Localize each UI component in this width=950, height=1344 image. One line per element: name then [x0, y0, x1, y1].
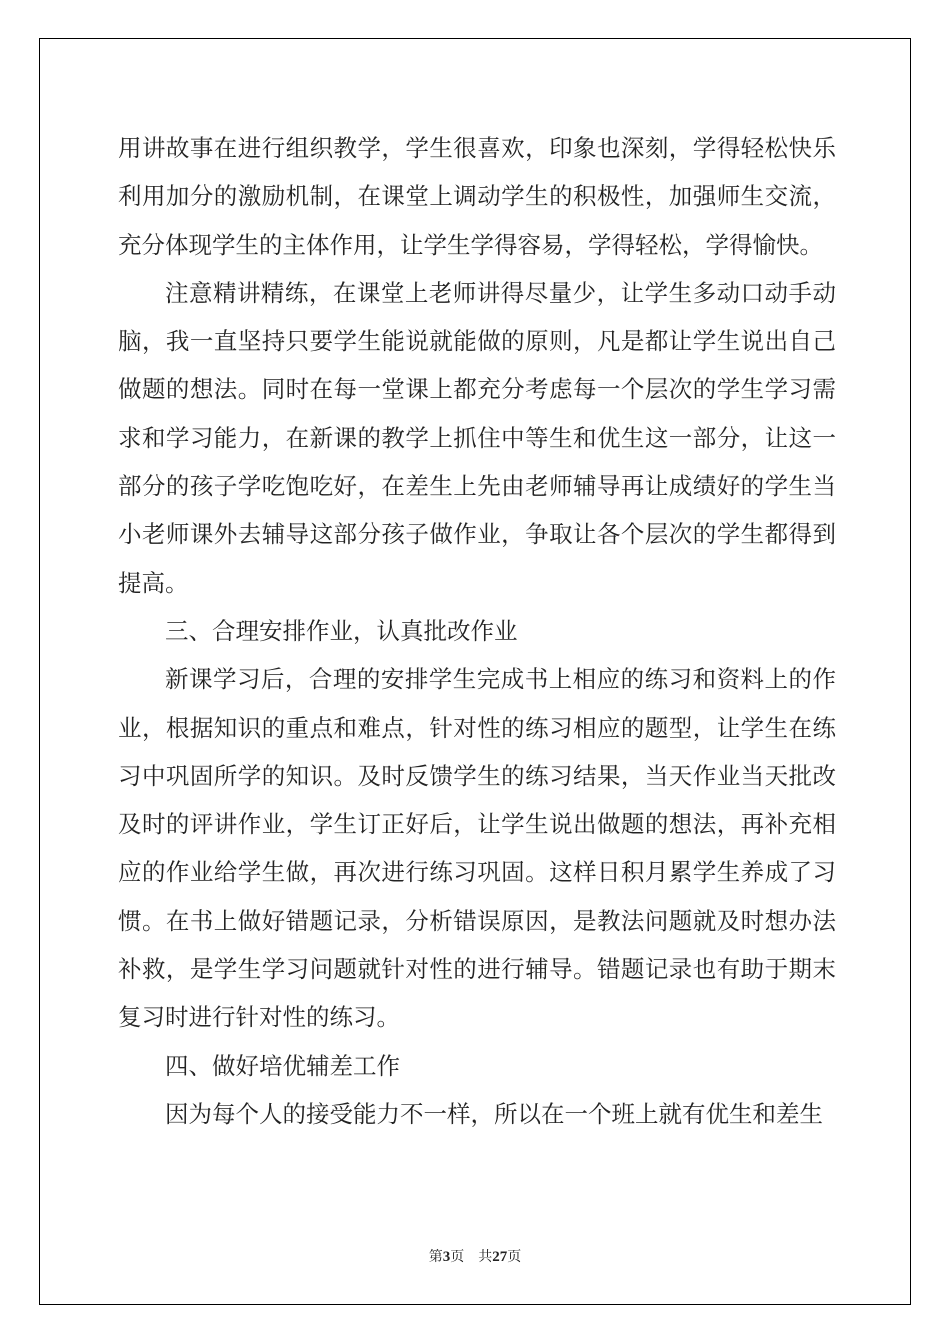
total-page-count: 27 [492, 1249, 508, 1265]
paragraph-1: 用讲故事在进行组织教学，学生很喜欢，印象也深刻，学得轻松快乐利用加分的激励机制，在课堂上调动学生的积极性，加强师生交流，充分体现学生的主体作用，让学生学得容易，学得轻松，学得愉快。 [118, 134, 836, 259]
document-body [118, 124, 836, 1138]
section-heading-3: 三、合理安排作业，认真批改作业 [165, 616, 518, 645]
section-heading-4: 四、做好培优辅差工作 [165, 1051, 400, 1080]
paragraph-6: 因为每个人的接受能力不一样，所以在一个班上就有优生和差生 [165, 1099, 823, 1128]
page-footer [0, 1246, 950, 1266]
current-page-number: 3 [442, 1249, 451, 1265]
footer-prefix: 第 [428, 1249, 443, 1265]
footer-middle: 页 共 [450, 1249, 493, 1265]
footer-suffix: 页 [507, 1249, 522, 1265]
paragraph-2: 注意精讲精练，在课堂上老师讲得尽量少，让学生多动口动手动脑，我一直坚持只要学生能说就能做的原则，凡是都让学生说出自己做题的想法。同时在每一堂课上都充分考虑每一个层次的学生学习需求和学习能力，在新课的教学上抓住中等生和优生这一部分，让这一部分的孩子学吃饱吃好，在差生上先由老师辅导再让成绩好的学生当小老师课外去辅导这部分孩子做作业，争取让各个层次的学生都得到提高。 [118, 278, 836, 597]
paragraph-4: 新课学习后，合理的安排学生完成书上相应的练习和资料上的作业，根据知识的重点和难点，针对性的练习相应的题型，让学生在练习中巩固所学的知识。及时反馈学生的练习结果，当天作业当天批改及时的评讲作业，学生订正好后，让学生说出做题的想法，再补充相应的作业给学生做，再次进行练习巩固。这样日积月累学生养成了习惯。在书上做好错题记录，分析错误原因，是教法问题就及时想办法补救，是学生学习问题就针对性的进行辅导。错题记录也有助于期末复习时进行针对性的练习。 [118, 665, 836, 1032]
